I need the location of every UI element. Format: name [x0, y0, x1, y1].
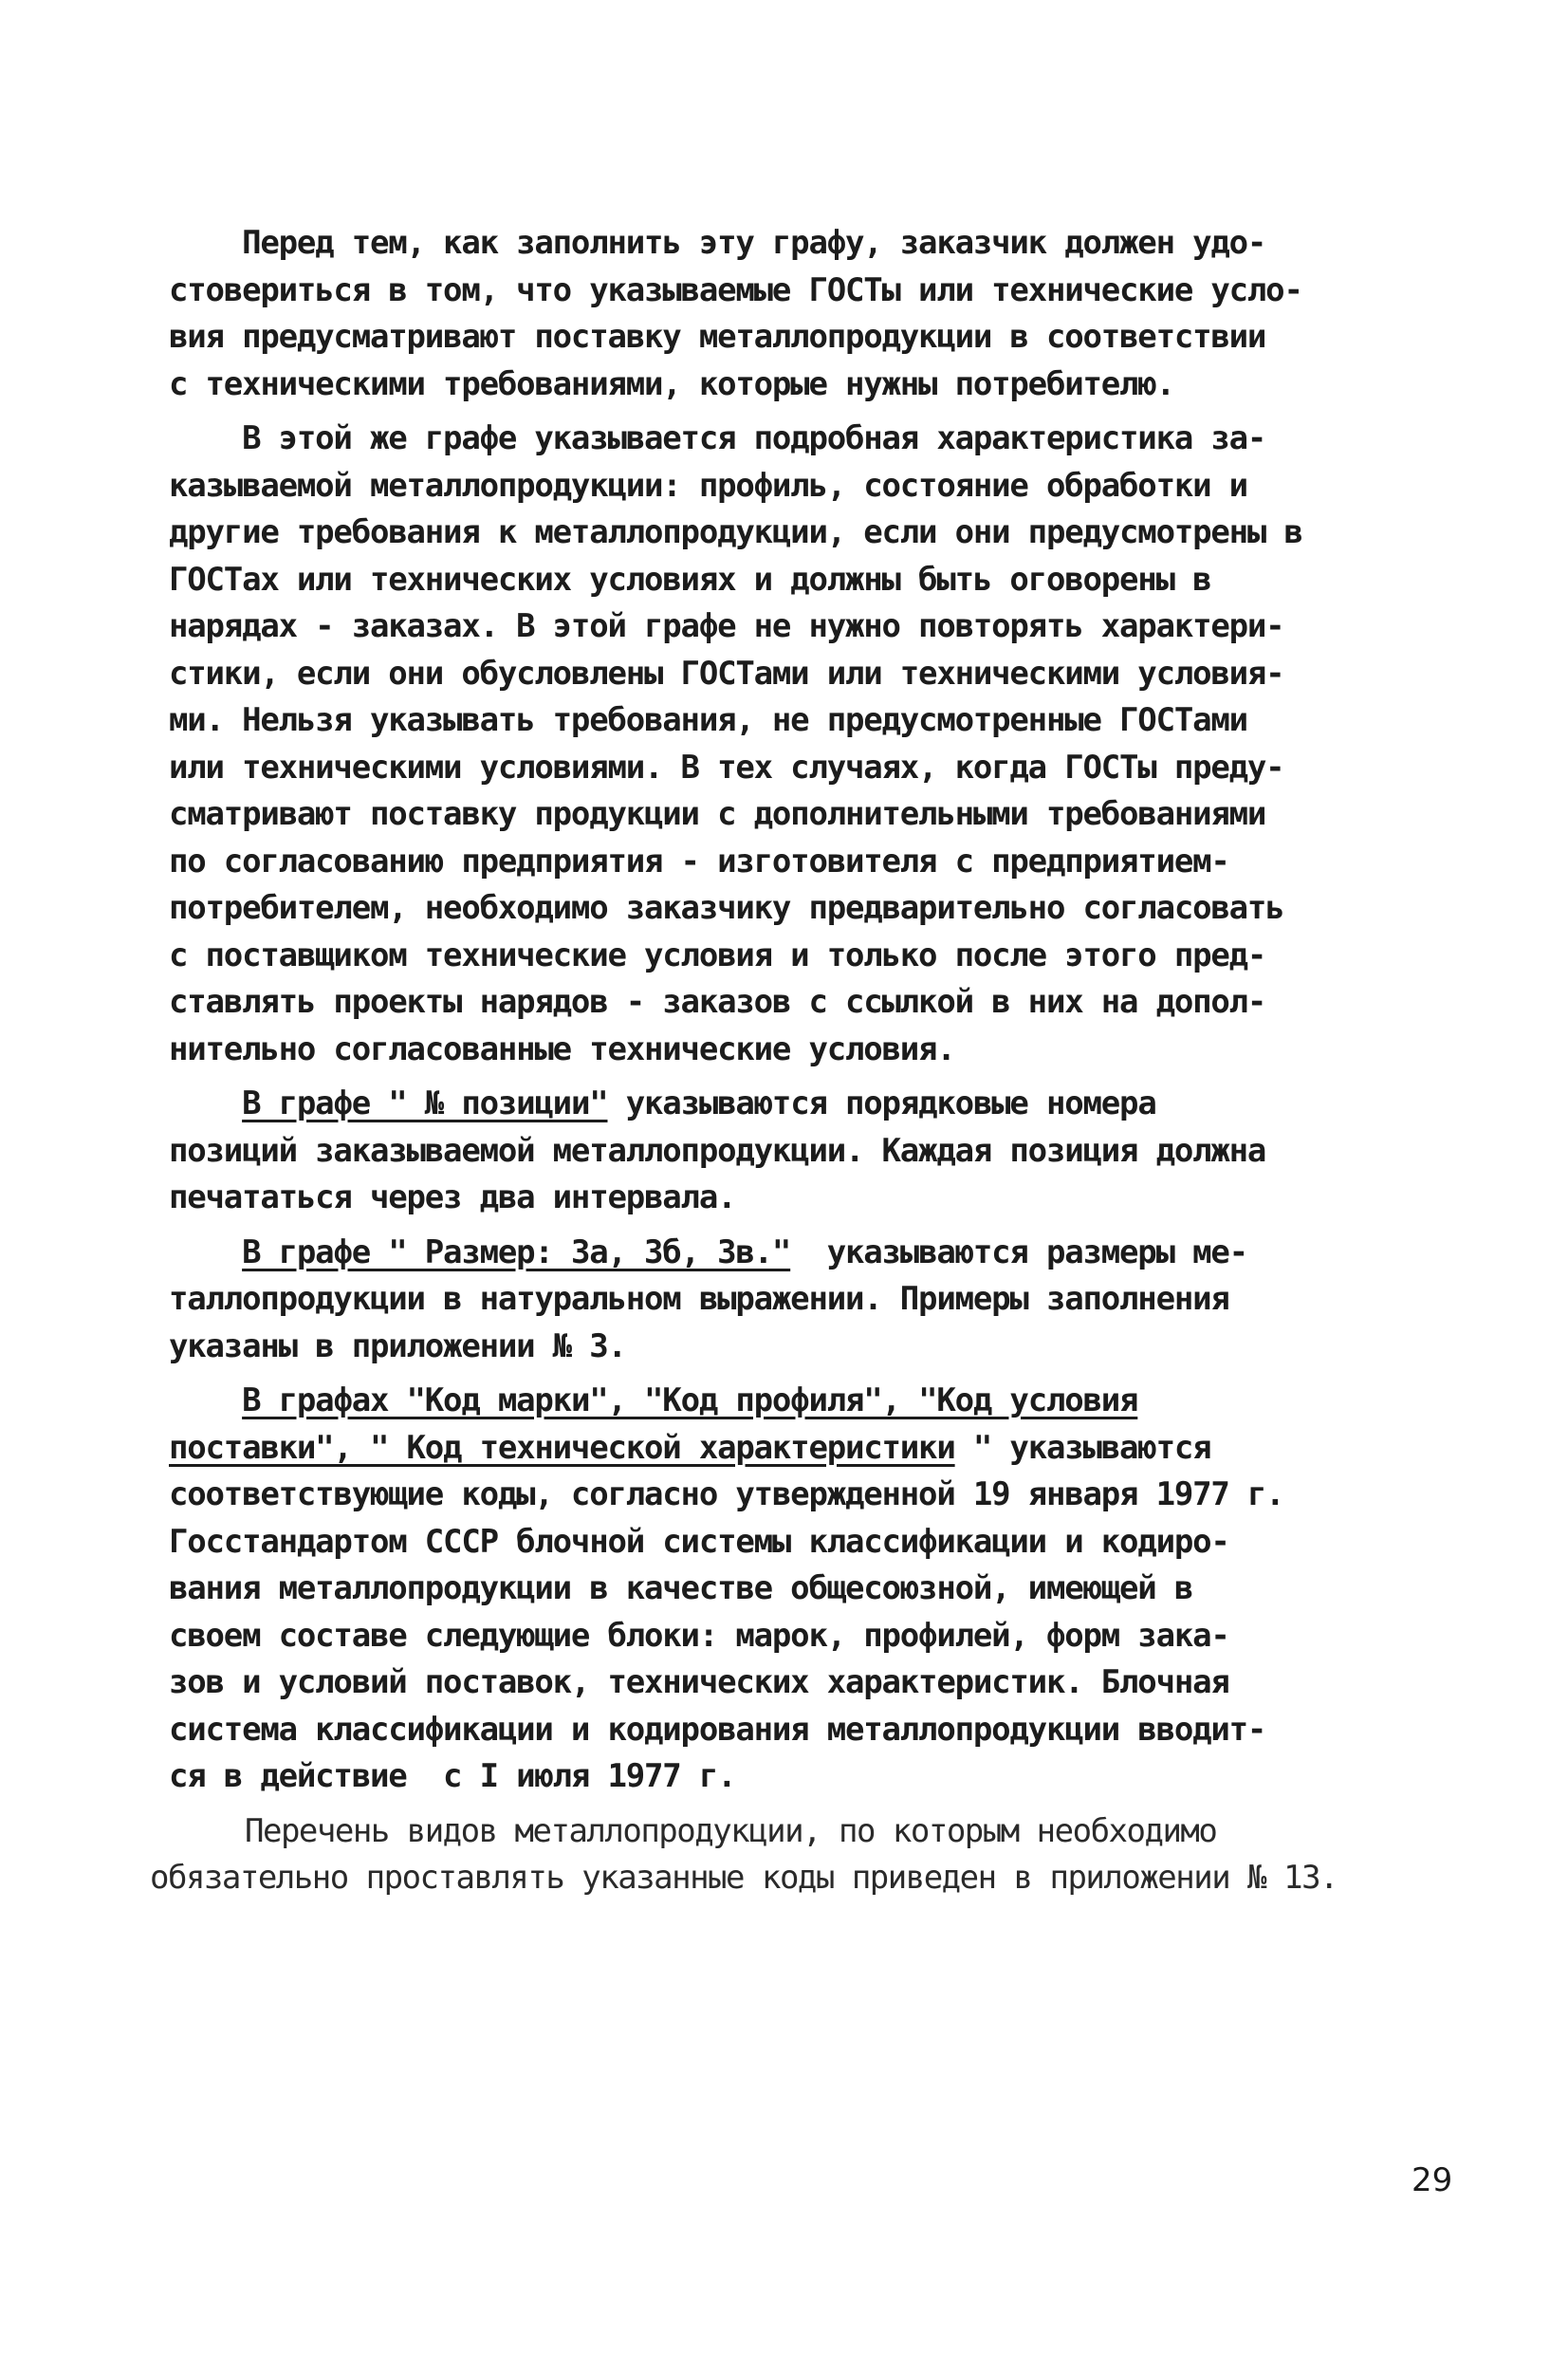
text-line: ставлять проекты нарядов - заказов с ссылкой в них на допол-	[169, 983, 1266, 1021]
body-text	[150, 220, 1430, 1902]
text-line: обязательно проставлять указанные коды приведен в приложении № 13.	[150, 1859, 1338, 1897]
text-line: или техническими условиями. В тех случаях, когда ГОСТы преду-	[169, 748, 1284, 787]
text-line: вания металлопродукции в качестве общесоюзной, имеющей в	[169, 1569, 1193, 1607]
text-line: В графе " Размер: За, Зб, Зв." указываются размеры ме-	[242, 1233, 1247, 1271]
text-line: печататься через два интервала.	[169, 1178, 736, 1216]
text-line: Перед тем, как заполнить эту графу, заказчик должен удо-	[169, 224, 1266, 262]
field-heading: В графах "Код марки", "Код профиля", "Код условия	[242, 1381, 1138, 1419]
text-line: сматривают поставку продукции с дополнительными требованиями	[169, 795, 1266, 833]
text-line: казываемой металлопродукции: профиль, состояние обработки и	[169, 466, 1247, 505]
field-heading: поставки", " Код технической характеристики	[169, 1428, 955, 1467]
text-line: позиций заказываемой металлопродукции. Каждая позиция должна	[169, 1131, 1266, 1170]
text-line: В этой же графе указывается подробная характеристика за-	[169, 419, 1266, 457]
text-line: Перечень видов металлопродукции, по которым необходимо	[245, 1811, 1217, 1850]
text-line: своем составе следующие блоки: марок, профилей, форм зака-	[169, 1616, 1229, 1655]
text-line: ся в действие с I июля 1977 г.	[169, 1757, 736, 1795]
text-line: ГОСТах или технических условиях и должны быть оговорены в	[169, 560, 1211, 599]
text-line	[169, 1378, 1430, 1425]
field-heading: В графе " Размер: За, Зб, Зв."	[242, 1233, 791, 1271]
text-line: поставки", " Код технической характеристики " указываются	[169, 1428, 1211, 1467]
text-line: стовериться в том, что указываемые ГОСТы или технические усло-	[169, 270, 1302, 309]
page-number: 29	[1411, 2161, 1453, 2199]
text-line: другие требования к металлопродукции, если они предусмотрены в	[169, 513, 1302, 551]
text-line: зов и условий поставок, технических характеристик. Блочная	[169, 1663, 1229, 1701]
text-line: соответствующие коды, согласно утвержденной 19 января 1977 г.	[169, 1475, 1284, 1513]
text-line: ми. Нельзя указывать требования, не предусмотренные ГОСТами	[169, 701, 1247, 739]
text-line: с поставщиком технические условия и только после этого пред-	[169, 936, 1266, 974]
text-line: Госстандартом СССР блочной системы классификации и кодиро-	[169, 1522, 1229, 1561]
text-line: таллопродукции в натуральном выражении. Примеры заполнения	[169, 1280, 1229, 1318]
text-line: с техническими требованиями, которые нужны потребителю.	[169, 364, 1174, 403]
field-heading: В графе " № позиции"	[242, 1084, 608, 1122]
text-line: вия предусматривают поставку металлопродукции в соответствии	[169, 318, 1266, 356]
text-line: потребителем, необходимо заказчику предварительно согласовать	[169, 889, 1284, 927]
text-line: система классификации и кодирования металлопродукции вводит-	[169, 1710, 1266, 1749]
text-line: стики, если они обусловлены ГОСТами или техническими условия-	[169, 654, 1284, 693]
text-line: В графе " № позиции" указываются порядковые номера	[242, 1084, 1156, 1122]
text-line: нительно согласованные технические условия.	[169, 1029, 955, 1068]
text-line: по согласованию предприятия - изготовителя с предприятием-	[169, 842, 1229, 880]
text-line: нарядах - заказах. В этой графе не нужно повторять характери-	[169, 607, 1284, 645]
text-line: указаны в приложении № 3.	[169, 1326, 626, 1365]
